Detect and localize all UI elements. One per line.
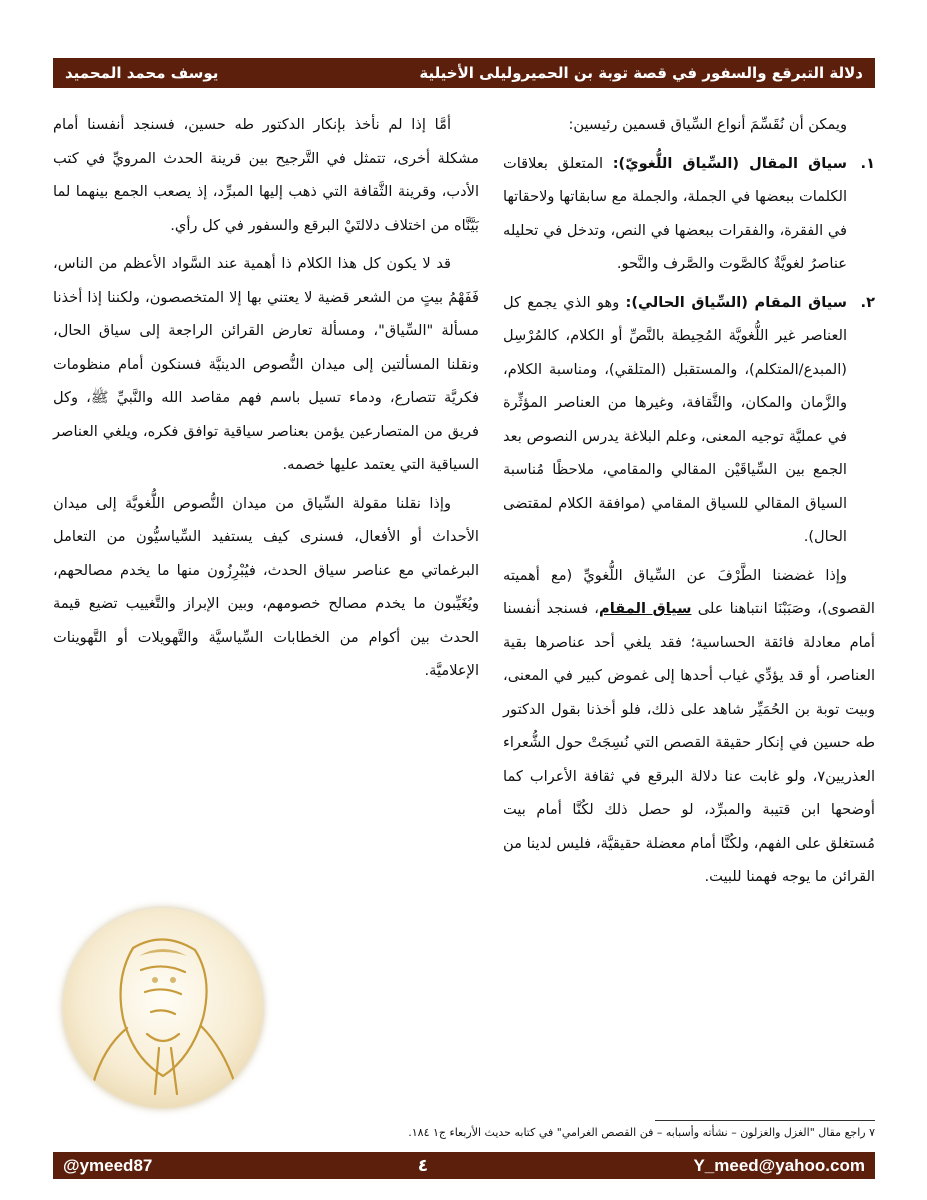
list-item-2 [503,286,875,554]
list-number-2: ٢. [860,293,875,311]
list-body-1: المتعلق بعلاقات الكلمات ببعضها في الجملة، والجملة مع سابقاتها ولاحقاتها في الفقرة، والفقرات ببعضها في النص، وتدخل في تحليله عناصرُ لغويَّةٌ كالصَّوت والصَّرف والنَّحو. [503,154,847,272]
social-handle[interactable]: @ymeed87 [63,1155,153,1175]
page-header [53,58,875,88]
veiled-figure-illustration [63,908,263,1108]
list-title-1: سياق المقال (السِّياق اللُّغويّ): [612,154,847,172]
list-body-2: وهو الذي يجمع كل العناصر غير اللُّغويَّة المُحِيطة بالنَّصِّ أو الكلام، كالمُرْسِل (المبدع/المتكلم)، والمستقبل (المتلقي)، ومناسبة الكلام، والزَّمان والمكان، والثَّقافة، وغيرها من العناصر المؤثِّرة في عمليَّة توجيه المعنى، وعلم البلاغة يدرس النصوص بعد الجمع بين السِّياقَيْن المقالي والمقامي، ملاحظًا مُناسبة السياق المقالي للسياق المقامي (موافقة الكلام لمقتضى الحال). [503,293,847,545]
list-text-1 [503,147,847,281]
footnote-rule [655,1120,875,1121]
author-name: يوسف محمد المحميد [65,64,219,82]
email-address[interactable]: Y_meed@yahoo.com [693,1155,865,1175]
article-title: دلالة التبرقع والسفور في قصة توبة بن الحميروليلى الأخيلية [419,64,863,82]
left-column [53,108,479,693]
veiled-figure-medallion [63,908,263,1108]
left-paragraph-1: أمَّا إذا لم نأخذ بإنكار الدكتور طه حسين، فسنجد أنفسنا أمام مشكلة أخرى، تتمثل في التَّرجيح بين قرينة الحدث المرويِّ في كتب الأدب، وقرينة الثَّقافة التي ذهب إليها المبرِّد، إذ يصعب الجمع بينهما لما بَيَّنَّاه من اختلاف دلالتَيْ البرقع والسفور في كل رأي. [53,116,479,234]
context-part-1: وإذا غضضنا الطَّرْفَ عن السِّياق اللُّغويِّ (مع أهميته القصوى)، وصَبَبْنَا انتباهنا على [503,566,875,617]
context-paragraph [503,559,875,894]
right-column [503,108,875,899]
footnote: ٧ راجع مقال "الغزل والغزلون – نشأته وأسبابه – فن القصص الغرامي" في كتابه حديث الأربعاء ج١ ١٨٤. [408,1126,875,1139]
left-paragraph-2: قد لا يكون كل هذا الكلام ذا أهمية عند السَّواد الأعظم من الناس، فَفَهْمُ بيتٍ من الشعر قضية لا يعتني بها إلا المتخصصون، ولكننا إذا أخذنا مسألة "السِّياق"، ومسألة تعارض القرائن الراجعة إلى سياق الحال، ونقلنا المسألتين إلى ميدان النُّصوص الدينيَّة فسنكون أمام منظومات فكريَّة تتصارع، ودماء تسيل باسم فهم مقاصد الله والنَّبيِّ ﷺ، وكل فريق من المتصارعين يؤمن بعناصر سياقية توافق فكره، ويلغي العناصر السياقية التي يعتمد عليها خصمه. [53,255,479,473]
list-item-1 [503,147,875,281]
list-number-1: ١. [860,154,875,172]
left-paragraph-3: وإذا نقلنا مقولة السِّياق من ميدان النُّصوص اللُّغويَّة إلى ميدان الأحداث أو الأفعال، فسنرى كيف يستفيد السِّياسيُّون من التعامل البرغماتي مع عناصر سياق الحدث، فيُبْرِزُون منها ما يخدم مصالحهم، ويُغَيِّبون ما يخدم مصالح خصومهم، وبين الإبراز والتَّغييب تضيع قيمة الحدث بين أكوام من الخطابات السِّياسيَّة والتَّهويلات أو التَّهوينات الإعلاميَّة. [53,494,479,679]
list-title-2: سياق المقام (السِّياق الحالي): [625,293,847,311]
context-emphasis: سياق المقام [599,600,692,617]
page-footer [53,1152,875,1179]
page-number: ٤ [417,1155,429,1176]
list-text-2 [503,286,847,554]
intro-paragraph: ويمكن أن نُقَسِّمَ أنواع السِّياق قسمين رئيسين: [568,116,847,133]
context-part-2: ، فسنجد أنفسنا أمام معادلة فائقة الحساسية؛ فقد يلغي أحد عناصرها بقية العناصر، أو قد يؤدِّي غياب أحدها إلى غموض كبير في المعنى، وبيت توبة بن الحُمَيِّر شاهد على ذلك، فلو أخذنا بقول الدكتور طه حسين في إنكار حقيقة القصص التي نُسِجَتْ حول الشُّعراء العذريين٧، ولو غابت عنا دلالة البرقع في ثقافة الأعراب كما أوضحها ابن قتيبة والمبرِّد، لو حصل ذلك لكُنَّا أمام بيت مُستغلق على الفهم، ولكُنَّا أمام معضلة حقيقيَّة، فليس لدينا من القرائن ما يوجه فهمنا للبيت. [503,600,875,885]
